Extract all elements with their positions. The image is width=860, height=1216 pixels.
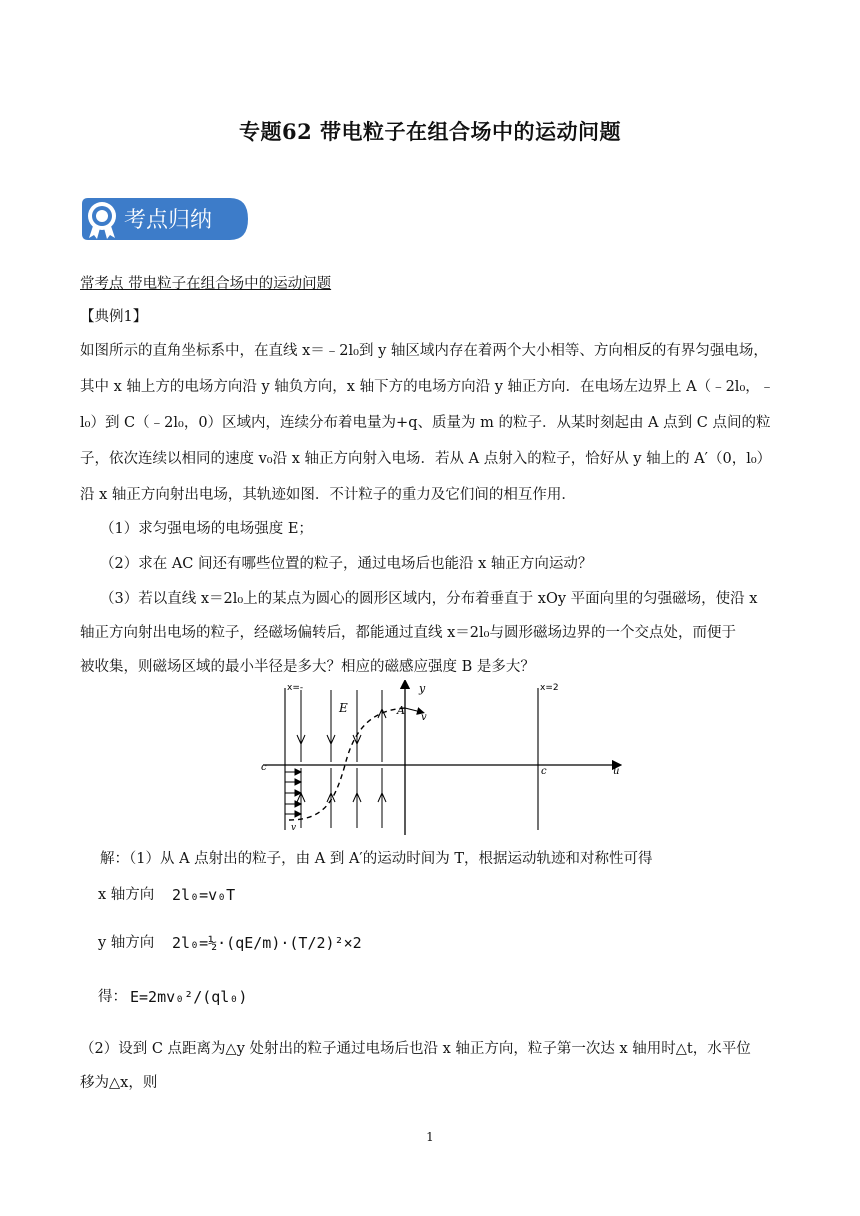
question-2: （2）求在 AC 间还有哪些位置的粒子，通过电场后也能沿 x 轴正方向运动？ [100,556,593,572]
label-left-boundary: x=- [287,683,304,693]
trajectory [289,708,405,820]
label-exit-v: v [421,712,427,723]
label-origin: c [541,766,547,777]
page-title: 专题62 带电粒子在组合场中的运动问题 [238,119,622,144]
question-1: （1）求匀强电场的电场强度 E； [100,521,313,537]
label-field-E: E [339,701,348,715]
problem-line: 沿 x 轴正方向射出电场，其轨迹如图．不计粒子的重力及它们间的相互作用． [80,487,576,503]
label-y-axis: y [419,682,426,695]
solution-intro: 解：（1）从 A 点射出的粒子，由 A 到 A′的运动时间为 T，根据运动轨迹和对称性可得 [100,851,653,867]
question-3-line: 轴正方向射出电场的粒子，经磁场偏转后，都能通过直线 x＝2l₀与圆形磁场边界的一个交点处，而便于 [80,625,736,641]
problem-line: 其中 x 轴上方的电场方向沿 y 轴负方向，x 轴下方的电场方向沿 y 轴正方向．在电场左边界上 A（﹣2l₀，﹣ [80,379,775,395]
problem-line: l₀）到 C（﹣2l₀，0）区域内，连续分布着电量为+q、质量为 m 的粒子．从某时刻起由 A 点到 C 点间的粒 [80,415,771,431]
part2-line: （2）设到 C 点距离为△y 处射出的粒子通过电场后也沿 x 轴正方向，粒子第一次达 x 轴用时△t，水平位 [80,1041,751,1057]
part2-line: 移为△x，则 [80,1075,158,1091]
question-3-line: （3）若以直线 x＝2l₀上的某点为圆心的圆形区域内，分布着垂直于 xOy 平面向里的匀强磁场，使沿 x [100,591,758,607]
problem-line: 子，依次连续以相同的速度 v₀沿 x 轴正方向射入电场．若从 A 点射入的粒子，恰好从 y 轴上的 A′（0，l₀） [80,451,772,467]
field-diagram [255,680,625,840]
label-point-c: c [261,762,267,773]
question-3-line: 被收集，则磁场区域的最小半径是多大？相应的磁感应强度 B 是多大？ [80,659,535,675]
y-direction-formula: 2l₀=½·(qE/m)·(T/2)²×2 [172,934,362,952]
label-point-A: A [397,704,405,717]
y-direction-label: y 轴方向 [98,935,155,951]
label-right-boundary: x=2 [540,683,559,693]
label-x-axis: u [613,766,620,777]
problem-line: 如图所示的直角坐标系中，在直线 x＝﹣2l₀到 y 轴区域内存在着两个大小相等、方向相反的有界匀强电场， [80,343,768,359]
incident-particles [285,769,301,817]
section-badge [80,196,250,242]
section-heading: 常考点 带电粒子在组合场中的运动问题 [80,276,332,292]
page-number: 1 [426,1130,434,1144]
x-direction-label: x 轴方向 [98,887,155,903]
exit-velocity-arrow [405,708,421,712]
result-label: 得： [98,989,127,1005]
example-label: 【典例1】 [80,309,148,325]
result-formula: E=2mv₀²/(ql₀) [130,988,248,1006]
x-direction-formula: 2l₀=v₀T [172,886,236,904]
label-incident-v: v [291,823,297,833]
badge-label: 考点归纳 [124,208,213,233]
